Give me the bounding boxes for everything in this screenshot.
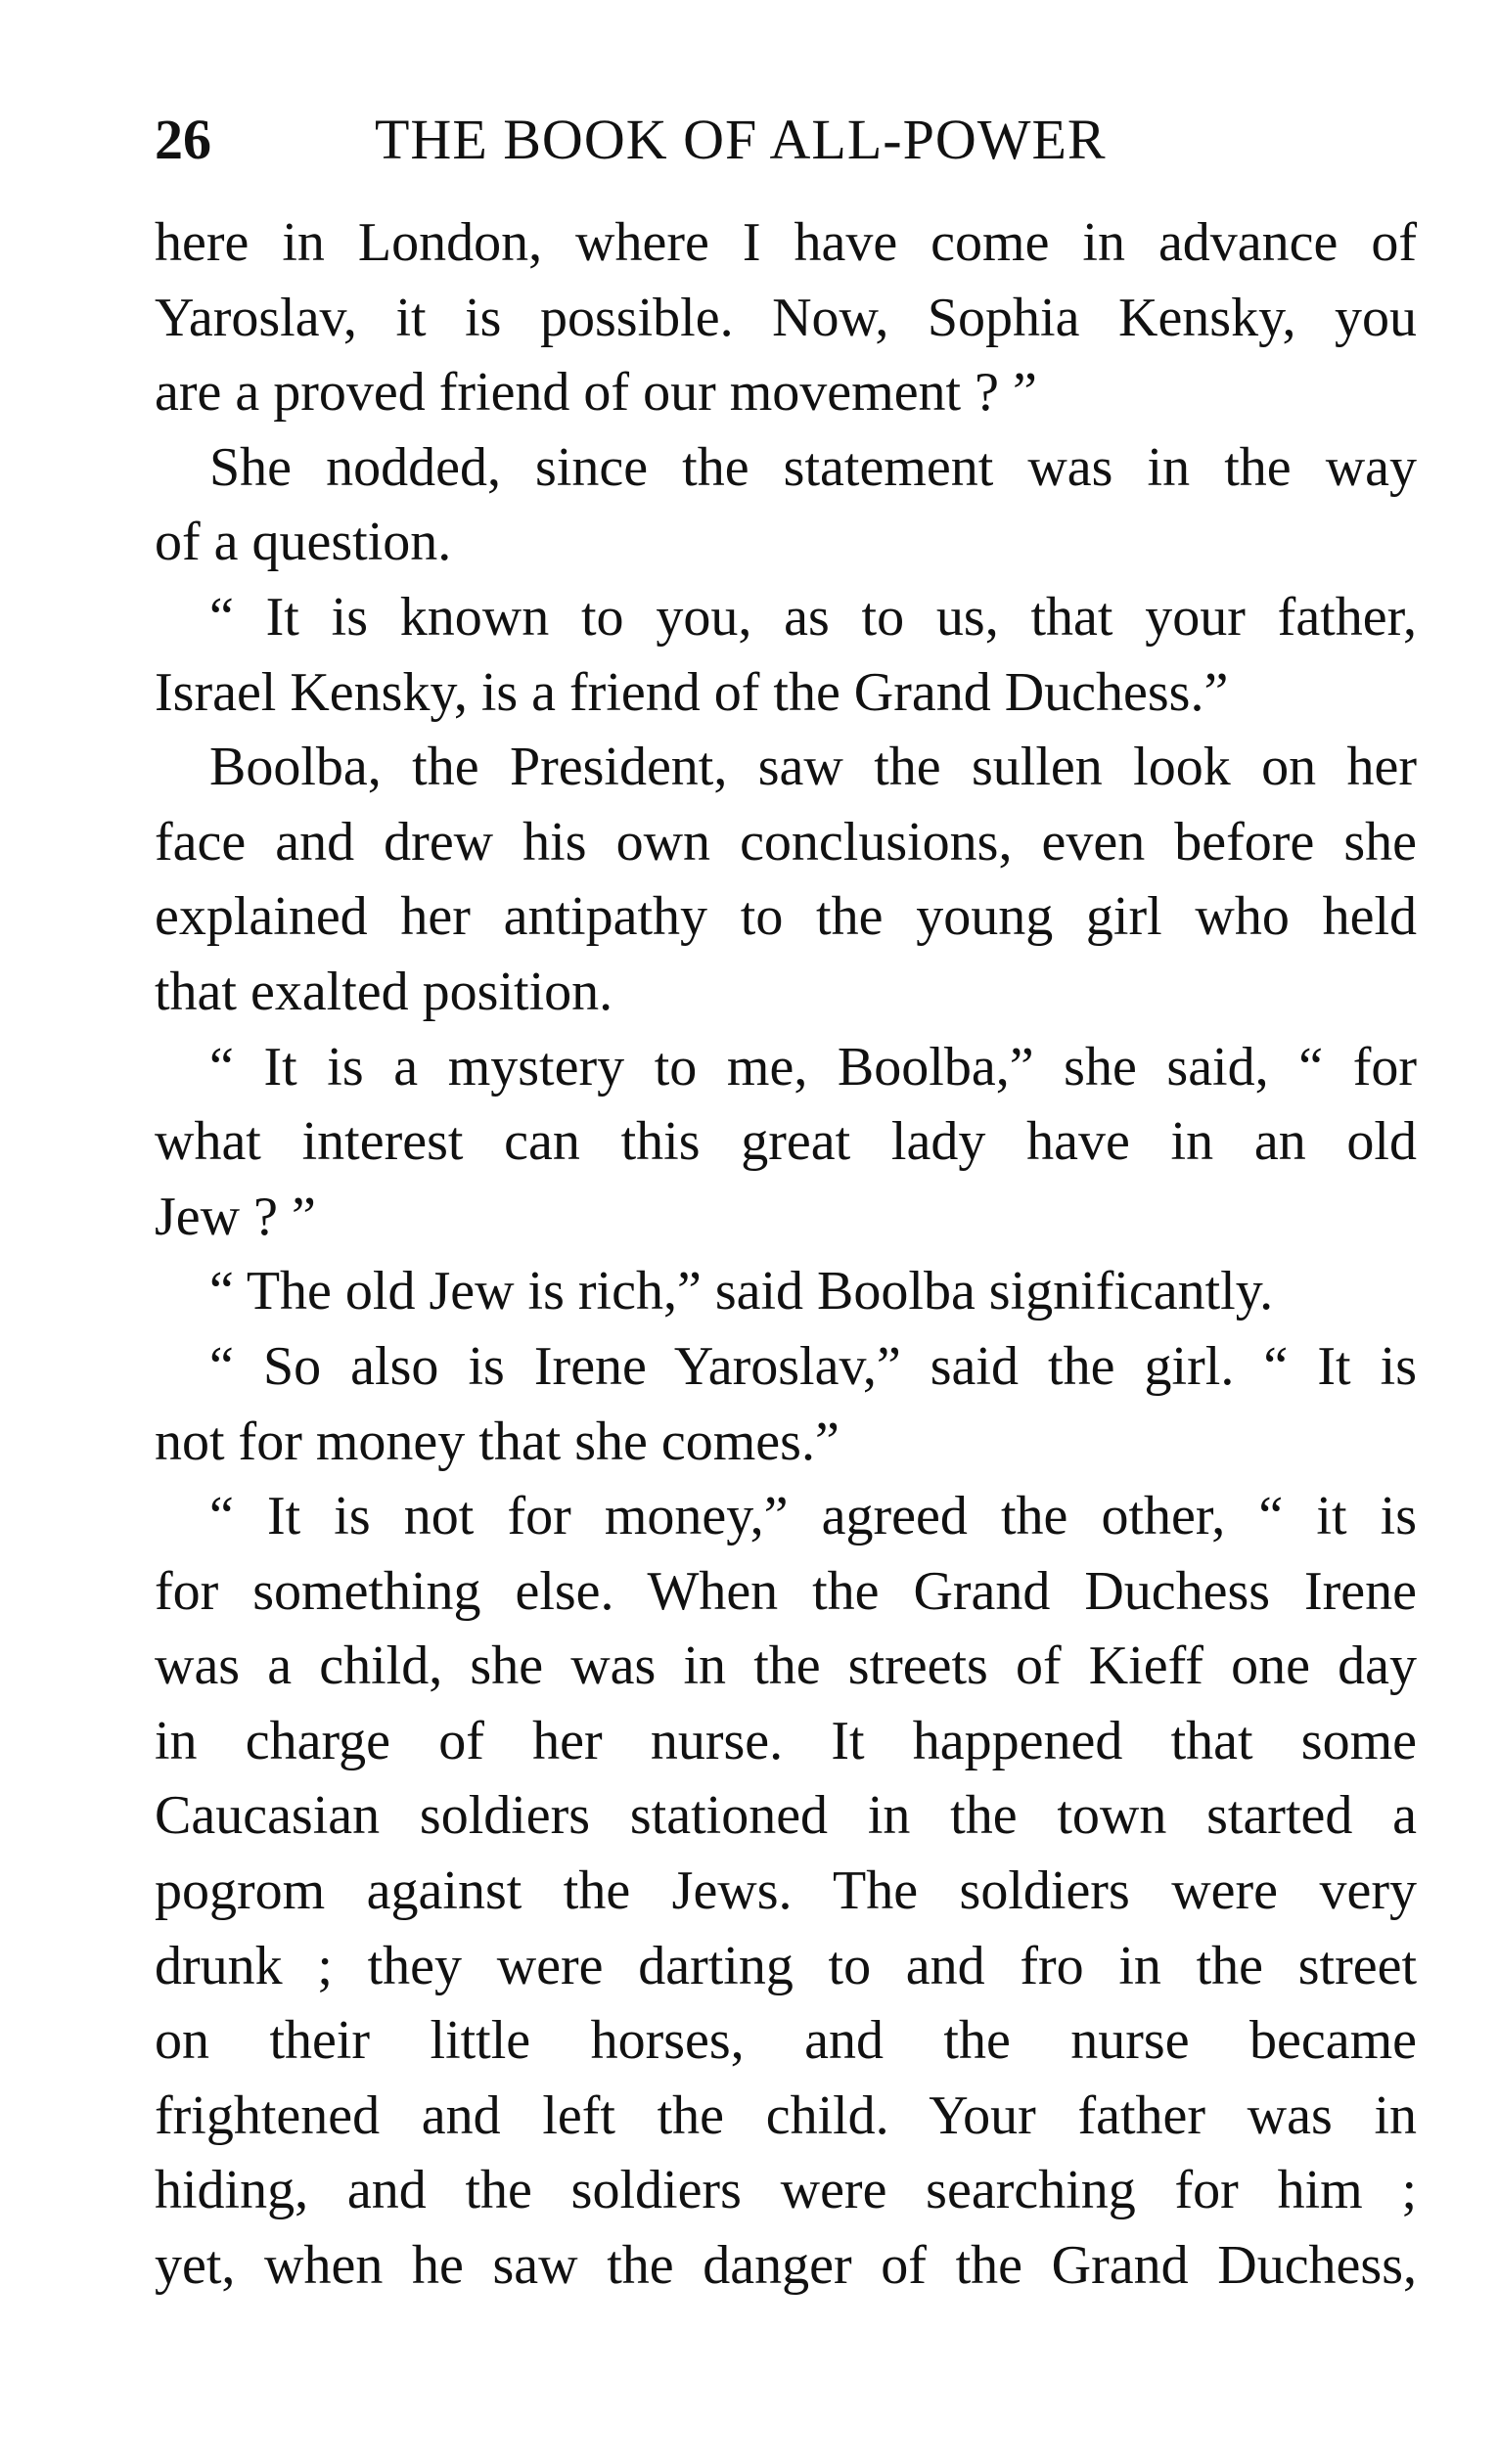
text-line: Jew ? ” bbox=[155, 1186, 316, 1247]
text-line: Yaroslav, it is possible. Now, Sophia Kensky, you bbox=[155, 287, 1417, 348]
text-line: face and drew his own conclusions, even before she bbox=[155, 811, 1417, 873]
text-line: “ So also is Irene Yaroslav,” said the girl. “ It is bbox=[209, 1335, 1417, 1397]
text-line: “ It is a mystery to me, Boolba,” she said, “ for bbox=[209, 1036, 1417, 1098]
text-line: that exalted position. bbox=[155, 961, 613, 1022]
page-header bbox=[155, 106, 1417, 174]
text-line: for something else. When the Grand Duchess Irene bbox=[155, 1560, 1417, 1622]
text-line: She nodded, since the statement was in the way bbox=[209, 436, 1417, 498]
text-line: “ It is not for money,” agreed the other, “ it is bbox=[209, 1486, 1417, 1547]
page-number: 26 bbox=[155, 108, 211, 171]
text-line: explained her antipathy to the young girl who held bbox=[155, 886, 1417, 948]
text-line: “ It is known to you, as to us, that your father, bbox=[209, 586, 1417, 648]
text-line: yet, when he saw the danger of the Grand Duchess, bbox=[155, 2235, 1417, 2297]
text-line: hiding, and the soldiers were searching for him ; bbox=[155, 2160, 1417, 2221]
text-line: Boolba, the President, saw the sullen look on her bbox=[209, 737, 1417, 798]
text-line: Israel Kensky, is a friend of the Grand Duchess.” bbox=[155, 661, 1229, 723]
text-line: drunk ; they were darting to and fro in the street bbox=[155, 1935, 1417, 1996]
text-line: of a question. bbox=[155, 512, 452, 573]
text-line: here in London, where I have come in advance of bbox=[155, 212, 1417, 273]
running-title: THE BOOK OF ALL-POWER bbox=[375, 108, 1107, 171]
text-line: what interest can this great lady have in an old bbox=[155, 1111, 1417, 1173]
text-line: “ The old Jew is rich,” said Boolba significantly. bbox=[209, 1261, 1274, 1322]
text-line: pogrom against the Jews. The soldiers were very bbox=[155, 1860, 1417, 1922]
text-line: not for money that she comes.” bbox=[155, 1411, 840, 1472]
text-line: on their little horses, and the nurse became bbox=[155, 2010, 1417, 2072]
text-line: in charge of her nurse. It happened that some bbox=[155, 1710, 1417, 1771]
text-line: was a child, she was in the streets of Kieff one day bbox=[155, 1635, 1417, 1697]
text-line: are a proved friend of our movement ? ” bbox=[155, 362, 1037, 424]
text-line: frightened and left the child. Your father was in bbox=[155, 2084, 1417, 2146]
body-text bbox=[155, 205, 1417, 2304]
text-line: Caucasian soldiers stationed in the town started a bbox=[155, 1785, 1417, 1847]
